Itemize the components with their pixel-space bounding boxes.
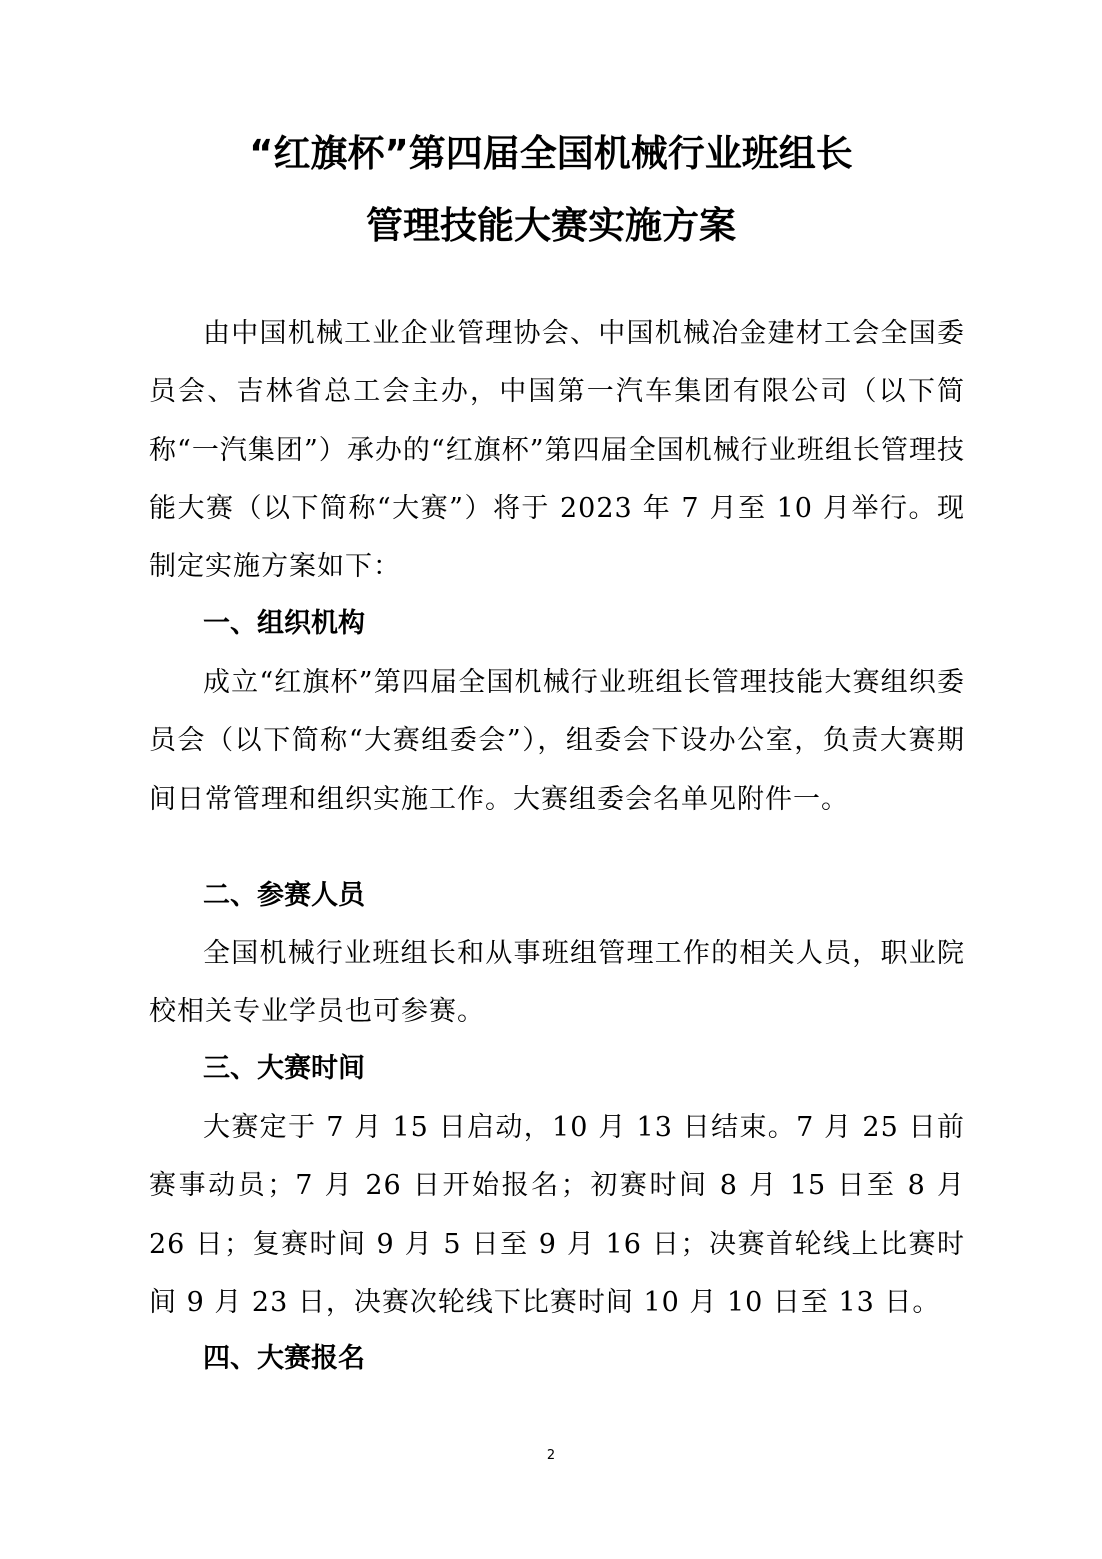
section-heading-organization: 一、组织机构 [203, 608, 365, 639]
section-heading-registration: 四、大赛报名 [203, 1343, 365, 1374]
section-heading-schedule: 三、大赛时间 [203, 1053, 365, 1084]
section-paragraph-schedule: 大赛定于 7 月 15 日启动，10 月 13 日结束。7 月 25 日前赛事动员；7 月 26 日开始报名；初赛时间 8 月 15 日至 8 月 26 日；复赛时间 9 月 5 日至 9 月 16 日；决赛首轮线上比赛时间 9 月 23 日，决赛次轮线下比赛时间 10 月 10 日至 13 日。 [149, 1112, 965, 1318]
document-title-line-1: “红旗杯”第四届全国机械行业班组长 [249, 132, 853, 175]
section-heading-participants: 二、参赛人员 [203, 880, 365, 911]
section-paragraph-participants: 全国机械行业班组长和从事班组管理工作的相关人员，职业院校相关专业学员也可参赛。 [149, 938, 965, 1028]
section-paragraph-organization: 成立“红旗杯”第四届全国机械行业班组长管理技能大赛组织委员会（以下简称“大赛组委会”），组委会下设办公室，负责大赛期间日常管理和组织实施工作。大赛组委会名单见附件一。 [149, 667, 965, 815]
page-number: 2 [546, 1448, 556, 1463]
intro-paragraph: 由中国机械工业企业管理协会、中国机械冶金建材工会全国委员会、吉林省总工会主办，中国第一汽车集团有限公司（以下简称“一汽集团”）承办的“红旗杯”第四届全国机械行业班组长管理技能大赛（以下简称“大赛”）将于 2023 年 7 月至 10 月举行。现制定实施方案如下： [149, 318, 965, 583]
document-title-line-2: 管理技能大赛实施方案 [366, 204, 736, 247]
